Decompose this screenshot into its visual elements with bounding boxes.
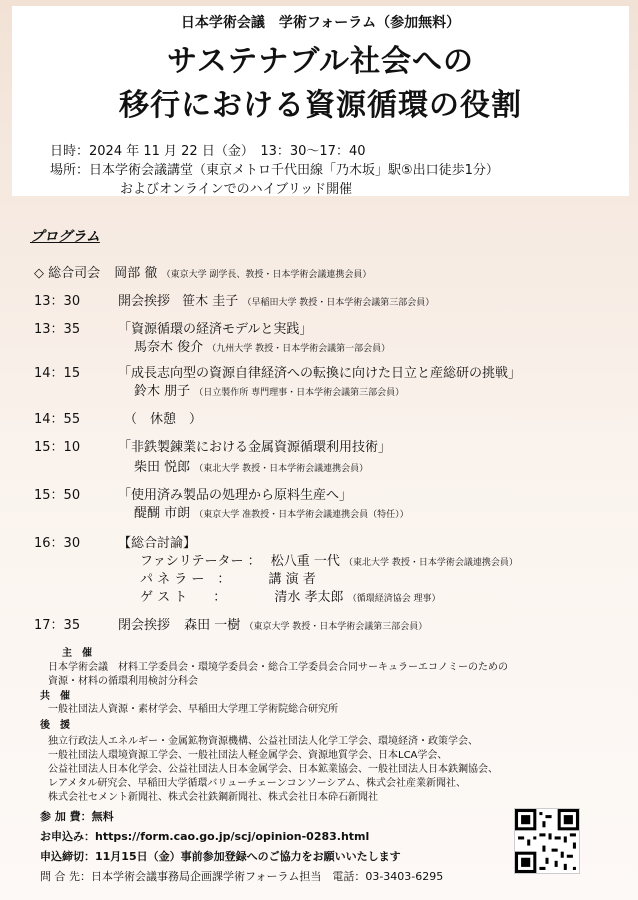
qr-code-image <box>515 809 579 873</box>
item-1-title: 開会挨拶 <box>118 294 171 309</box>
support-line-2: 一般社団法人環境資源工学会、一般社団法人軽金属学会、資源地質学会、日本LCA学会、 <box>48 750 448 761</box>
panel-row-2 <box>140 568 316 587</box>
event-venue-note: およびオンラインでのハイブリッド開催 <box>120 182 353 197</box>
break-label: （ 休憩 ） <box>124 412 203 427</box>
event-venue: 場所：日本学術会議講堂（東京メトロ千代田線「乃木坂」駅⑤出口徒歩1分） <box>50 163 499 178</box>
item-8 <box>118 614 427 633</box>
panel-name-3: 清水 孝太郎 <box>274 590 344 605</box>
item-1-speaker: 笹木 圭子 <box>182 294 239 309</box>
cohost-label: 共 催 <box>40 691 70 702</box>
item-1 <box>118 290 434 309</box>
item-2-title: 「資源循環の経済モデルと実践」 <box>118 322 313 337</box>
event-subtitle: 日本学術会議 学術フォーラム（参加無料） <box>180 15 461 31</box>
host-label: 主 催 <box>62 648 92 659</box>
time-2: 13：35 <box>34 322 81 337</box>
panel-role-2: パ ネ ラ ー ： <box>140 572 231 587</box>
panel-row-1 <box>140 550 518 569</box>
item-1-affiliation: （早稲田大学 教授・日本学術会議第三部会員） <box>242 298 435 308</box>
item-5-affiliation: （東北大学 教授・日本学術会議連携会員） <box>194 464 369 474</box>
item-3-affiliation: （日立製作所 専門理事・日本学術会議第三部会員） <box>194 388 405 398</box>
time-8: 17：35 <box>34 618 81 633</box>
support-line-1: 独立行政法人エネルギー・金属鉱物資源機構、公益社団法人化学工学会、環境経済・政策学会、 <box>48 736 478 747</box>
item-6-title: 「使用済み製品の処理から原料生産へ」 <box>118 488 353 503</box>
time-3: 14：15 <box>34 366 81 381</box>
mc-name: 岡部 徹 <box>114 266 158 281</box>
item-6-speaker-row <box>134 502 409 521</box>
panel-row-3 <box>140 586 441 605</box>
apply-url[interactable]: お申込み：https://form.cao.go.jp/scj/opinion-0283.html <box>40 830 370 843</box>
item-2-speaker: 馬奈木 俊介 <box>134 340 204 355</box>
fee: 参 加 費：無料 <box>40 810 114 823</box>
program-heading: プログラム <box>30 229 100 245</box>
contact: 問 合 先：日本学術会議事務局企画課学術フォーラム担当 電話：03-3403-6295 <box>40 870 444 883</box>
discussion-label: 【総合討論】 <box>118 536 197 551</box>
event-title-line2: 移行における資源循環の役割 <box>119 88 522 123</box>
item-3-title: 「成長志向型の資源自律経済への転換に向けた日立と産総研の挑戦」 <box>118 366 522 381</box>
support-label: 後 援 <box>40 720 70 731</box>
item-5-speaker: 柴田 悦郎 <box>134 460 191 475</box>
cohost-text: 一般社団法人資源・素材学会、早稲田大学理工学術院総合研究所 <box>48 704 338 715</box>
deadline: 申込締切：11月15日（金）事前参加登録へのご協力をお願いいたします <box>40 850 401 863</box>
mc-label: ◇ 総合司会 <box>34 266 101 281</box>
support-line-5: 株式会社セメント新聞社、株式会社鉄鋼新聞社、株式会社日本砕石新聞社 <box>48 792 378 803</box>
time-6: 15：50 <box>34 488 81 503</box>
item-2-affiliation: （九州大学 教授・日本学術会議第一部会員） <box>207 344 391 354</box>
host-text-2: 資源・材料の循環利用検討分科会 <box>48 676 198 687</box>
item-5-title: 「非鉄製錬業における金属資源循環利用技術」 <box>118 440 392 455</box>
time-4: 14：55 <box>34 412 81 427</box>
item-3-speaker: 鈴木 朋子 <box>134 384 191 399</box>
time-5: 15：10 <box>34 440 81 455</box>
support-line-3: 公益社団法人日本化学会、公益社団法人日本金属学会、日本鉱業協会、一般社団法人日本鉄鋼協会、 <box>48 764 498 775</box>
host-text-1: 日本学術会議 材料工学委員会・環境学委員会・総合工学委員会合同サーキュラーエコノミーのための <box>48 662 508 673</box>
item-2-speaker-row <box>134 336 390 355</box>
header-panel <box>12 6 629 196</box>
mc-affiliation: （東京大学 副学長、教授・日本学術会議連携会員） <box>161 270 372 280</box>
panel-role-3: ゲ ス ト ： <box>140 590 227 605</box>
mc-row <box>34 262 371 281</box>
item-5-speaker-row <box>134 456 368 475</box>
item-8-speaker: 森田 一樹 <box>184 618 241 633</box>
qr-code[interactable] <box>514 808 580 874</box>
item-8-affiliation: （東京大学 教授・日本学術会議第三部会員） <box>244 622 428 632</box>
panel-name-1: 松八重 一代 <box>270 554 340 569</box>
item-6-speaker: 醍醐 市朗 <box>134 506 191 521</box>
event-date: 日時：2024 年 11 月 22 日（金） 13：30〜17：40 <box>50 144 366 159</box>
panel-affiliation-3: （循環経済協会 理事） <box>347 594 441 604</box>
event-title-line1: サステナブル社会への <box>167 44 474 79</box>
item-3-speaker-row <box>134 380 404 399</box>
support-line-4: レアメタル研究会、早稲田大学循環バリューチェーンコンソーシアム、株式会社産業新聞社、 <box>48 778 466 789</box>
panel-role-1: ファシリテーター ： <box>140 554 261 569</box>
time-7: 16：30 <box>34 536 81 551</box>
item-6-affiliation: （東京大学 准教授・日本学術会議連携会員（特任）） <box>194 510 409 520</box>
panel-name-2: 講 演 者 <box>268 572 316 587</box>
item-8-title: 閉会挨拶 <box>118 618 171 633</box>
time-1: 13：30 <box>34 294 81 309</box>
panel-affiliation-1: （東北大学 教授・日本学術会議連携会員） <box>344 558 518 568</box>
